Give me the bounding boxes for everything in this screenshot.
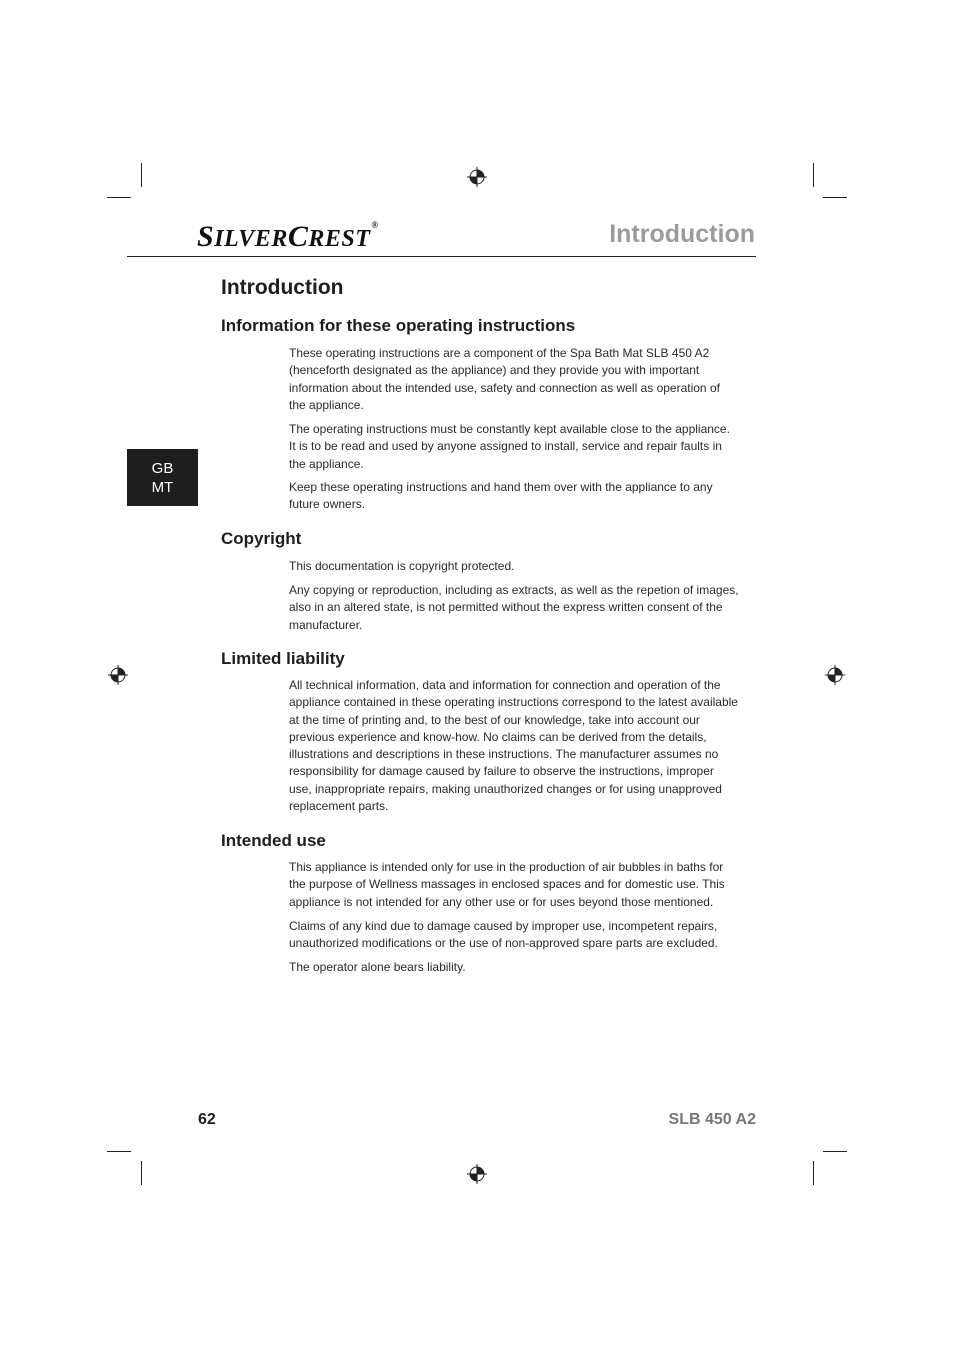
crop-mark: [107, 197, 131, 198]
header-title: Introduction: [609, 220, 755, 248]
registration-mark-icon: [825, 665, 845, 685]
paragraph: Any copying or reproduction, including as extracts, as well as the repetion of images, also in an altered state, is not permitted without the express written consent of the manufacturer.: [289, 583, 739, 632]
crop-mark: [813, 163, 814, 187]
crop-mark: [813, 1161, 814, 1185]
crop-mark: [823, 197, 847, 198]
section-heading-copyright: Copyright: [221, 529, 302, 548]
page-number: 62: [198, 1111, 216, 1128]
language-tab: [127, 449, 198, 506]
crop-mark: [141, 163, 142, 187]
paragraph: This documentation is copyright protected.: [289, 559, 515, 573]
header-divider: [127, 256, 756, 257]
section-heading-information: Information for these operating instructions: [221, 316, 576, 335]
brand-logo: SILVERCREST®: [197, 220, 379, 253]
crop-mark: [823, 1151, 847, 1152]
registration-mark-icon: [467, 167, 487, 187]
paragraph: All technical information, data and information for connection and operation of the appliance contained in these operating instructions correspond to the latest available at the time of printing and, to the best of our knowledge, take into account our previous experience and know-how. No claims can be derived from the details, illustrations and descriptions in these instructions. The manufacturer assumes no responsibility for damage caused by failure to observe the instructions, improper use, inappropriate repairs, making unauthorized changes or for using unapproved replacement parts.: [289, 678, 738, 814]
paragraph: Claims of any kind due to damage caused by improper use, incompetent repairs, unauthorized modifications or the use of non-approved spare parts are excluded.: [289, 919, 718, 951]
registration-mark-icon: [108, 665, 128, 685]
crop-mark: [141, 1161, 142, 1185]
section-heading-intended-use: Intended use: [221, 831, 326, 850]
language-code: MT: [151, 478, 174, 496]
crop-mark: [107, 1151, 131, 1152]
registration-mark-icon: [467, 1164, 487, 1184]
paragraph: Keep these operating instructions and hand them over with the appliance to any future owners.: [289, 480, 713, 512]
language-code: GB: [151, 459, 174, 477]
section-heading-limited-liability: Limited liability: [221, 649, 345, 668]
paragraph: The operator alone bears liability.: [289, 960, 466, 974]
paragraph: This appliance is intended only for use in the production of air bubbles in baths for the purpose of Wellness massages in enclosed spaces and for domestic use. This appliance is not intended for any other use or for uses beyond those mentioned.: [289, 860, 725, 909]
paragraph: The operating instructions must be constantly kept available close to the appliance. It is to be read and used by anyone assigned to install, service and repair faults in the appliance.: [289, 422, 730, 471]
page-heading: Introduction: [221, 276, 344, 299]
model-number: SLB 450 A2: [668, 1111, 756, 1128]
paragraph: These operating instructions are a component of the Spa Bath Mat SLB 450 A2 (henceforth designated as the appliance) and they provide you with important information about the intended use, safety and connection as well as operation of the appliance.: [289, 346, 720, 412]
